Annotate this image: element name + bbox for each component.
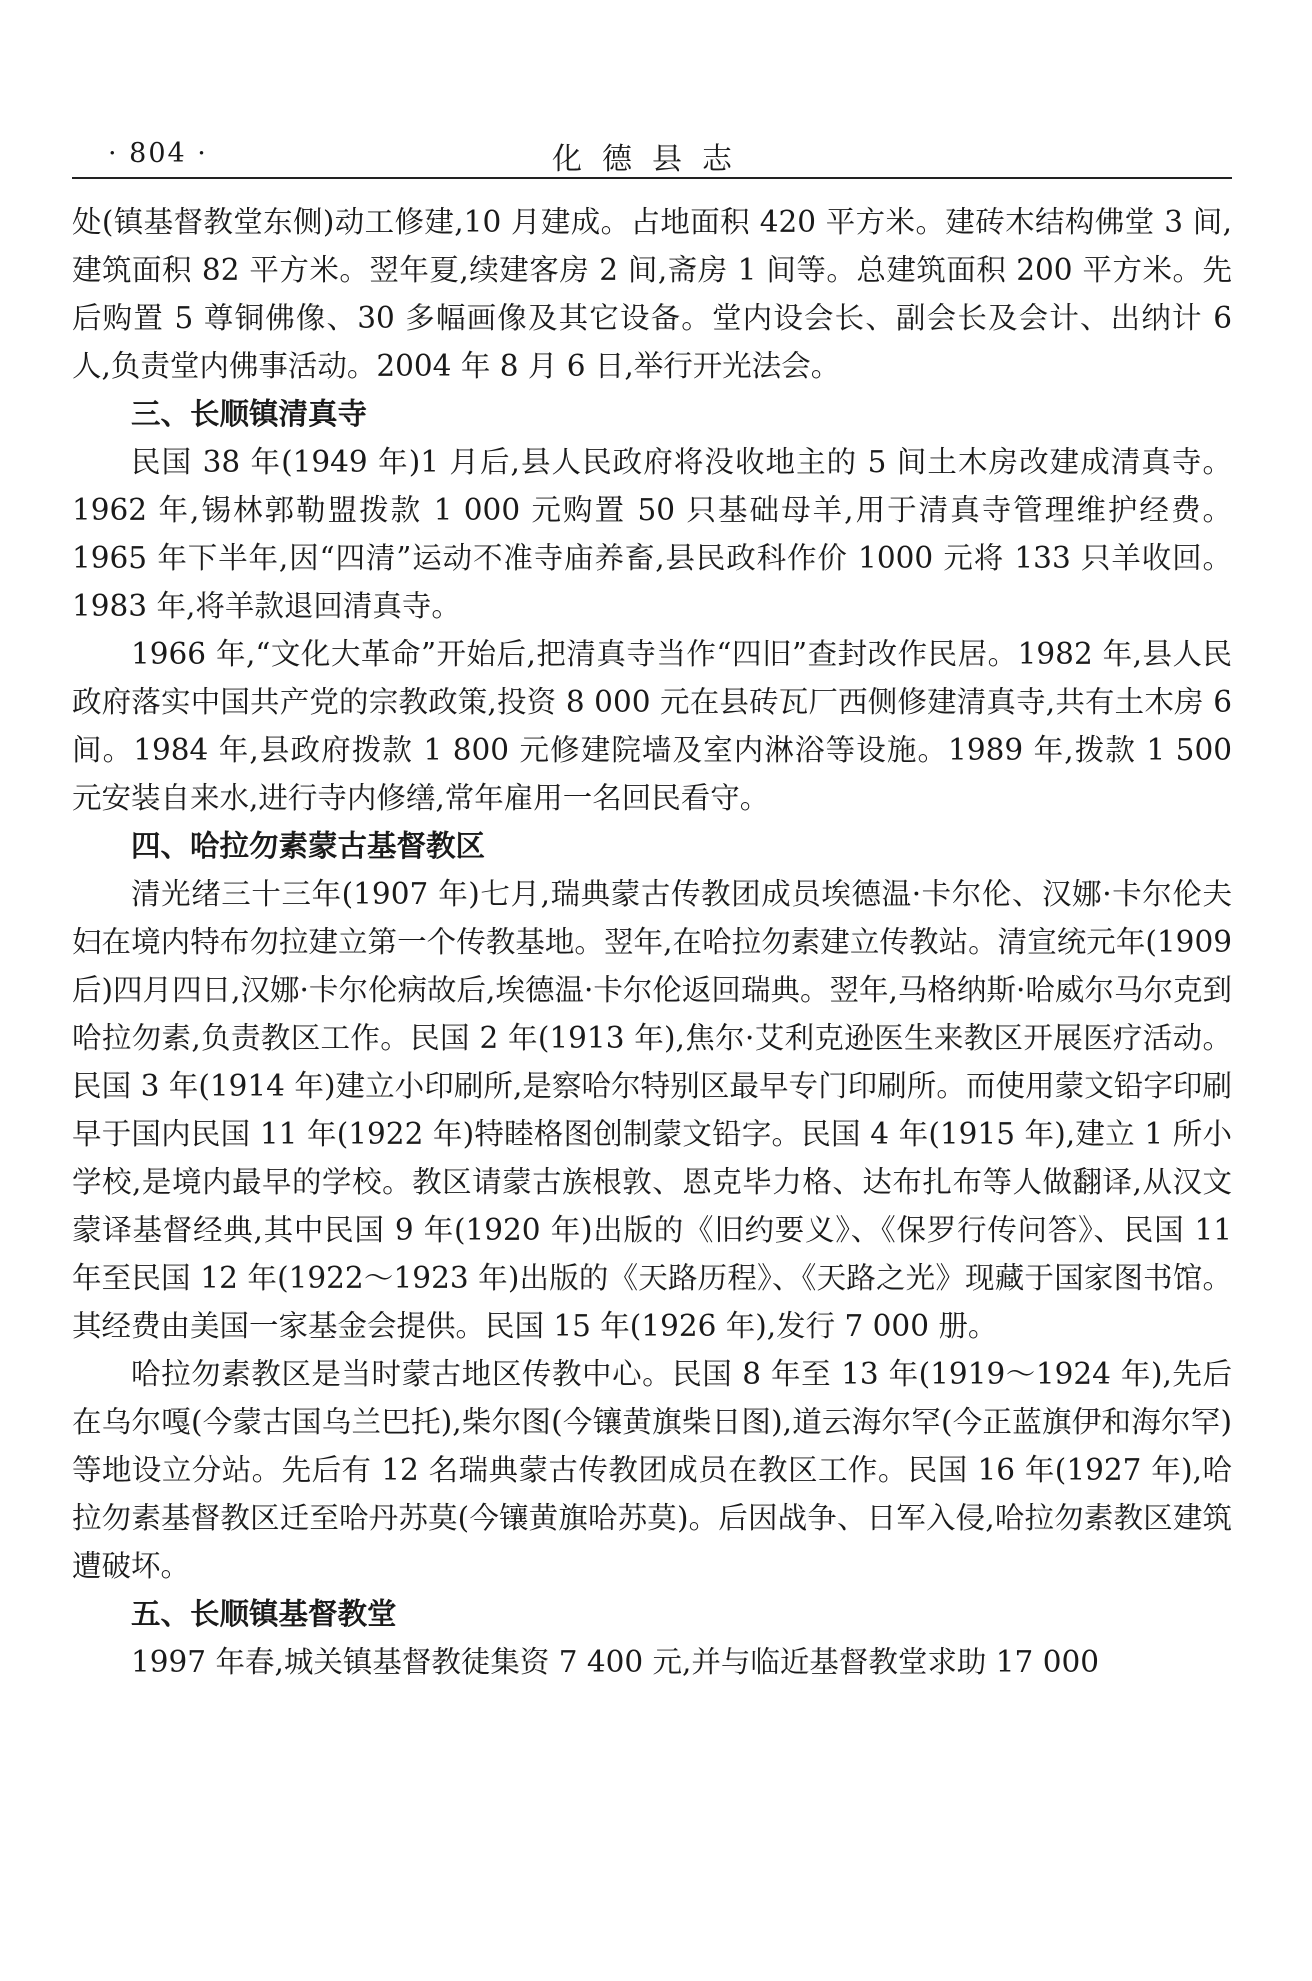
paragraph: 1966 年,“文化大革命”开始后,把清真寺当作“四旧”查封改作民居。1982 年,县人民政府落实中国共产党的宗教政策,投资 8 000 元在县砖瓦厂西侧修建清真寺,共有土木房 6 间。1984 年,县政府拨款 1 800 元修建院墙及室内淋浴等设施。1989 年,拨款 1 500 元安装自来水,进行寺内修缮,常年雇用一名回民看守。 [72,637,1232,815]
page-header [72,130,1232,176]
paragraph: 1997 年春,城关镇基督教徒集资 7 400 元,并与临近基督教堂求助 17 000 [131,1645,1100,1679]
paragraph: 清光绪三十三年(1907 年)七月,瑞典蒙古传教团成员埃德温·卡尔伦、汉娜·卡尔伦夫妇在境内特布勿拉建立第一个传教基地。翌年,在哈拉勿素建立传教站。清宣统元年(1909 后)四月四日,汉娜·卡尔伦病故后,埃德温·卡尔伦返回瑞典。翌年,马格纳斯·哈威尔马尔克到哈拉勿素,负责教区工作。民国 2 年(1913 年),焦尔·艾利克逊医生来教区开展医疗活动。民国 3 年(1914 年)建立小印刷所,是察哈尔特别区最早专门印刷所。而使用蒙文铅字印刷早于国内民国 11 年(1922 年)特睦格图创制蒙文铅字。民国 4 年(1915 年),建立 1 所小学校,是境内最早的学校。教区请蒙古族根敦、恩克毕力格、达布扎布等人做翻译,从汉文蒙译基督经典,其中民国 9 年(1920 年)出版的《旧约要义》、《保罗行传问答》、民国 11 年至民国 12 年(1922～1923 年)出版的《天路历程》、《天路之光》现藏于国家图书馆。其经费由美国一家基金会提供。民国 15 年(1926 年),发行 7 000 册。 [72,877,1232,1343]
header-rule [72,177,1232,179]
paragraph: 哈拉勿素教区是当时蒙古地区传教中心。民国 8 年至 13 年(1919～1924 年),先后在乌尔嘎(今蒙古国乌兰巴托),柴尔图(今镶黄旗柴日图),道云海尔罕(今正蓝旗伊和海尔罕)等地设立分站。先后有 12 名瑞典蒙古传教团成员在教区工作。民国 16 年(1927 年),哈拉勿素基督教区迁至哈丹苏莫(今镶黄旗哈苏莫)。后因战争、日军入侵,哈拉勿素教区建筑遭破坏。 [72,1357,1232,1583]
section-heading-church: 五、长顺镇基督教堂 [131,1597,397,1631]
body-text [72,198,1232,1686]
section-heading-mosque: 三、长顺镇清真寺 [131,397,368,431]
section-heading-christian-district: 四、哈拉勿素蒙古基督教区 [131,829,486,863]
paragraph: 民国 38 年(1949 年)1 月后,县人民政府将没收地主的 5 间土木房改建成清真寺。1962 年,锡林郭勒盟拨款 1 000 元购置 50 只基础母羊,用于清真寺管理维护经费。1965 年下半年,因“四清”运动不准寺庙养畜,县民政科作价 1000 元将 133 只羊收回。1983 年,将羊款退回清真寺。 [72,445,1232,623]
page-number: · 804 · [108,138,208,169]
running-title: 化德县志 [552,142,752,177]
paragraph-continued: 处(镇基督教堂东侧)动工修建,10 月建成。占地面积 420 平方米。建砖木结构佛堂 3 间,建筑面积 82 平方米。翌年夏,续建客房 2 间,斋房 1 间等。总建筑面积 200 平方米。先后购置 5 尊铜佛像、30 多幅画像及其它设备。堂内设会长、副会长及会计、出纳计 6 人,负责堂内佛事活动。2004 年 8 月 6 日,举行开光法会。 [72,205,1232,383]
